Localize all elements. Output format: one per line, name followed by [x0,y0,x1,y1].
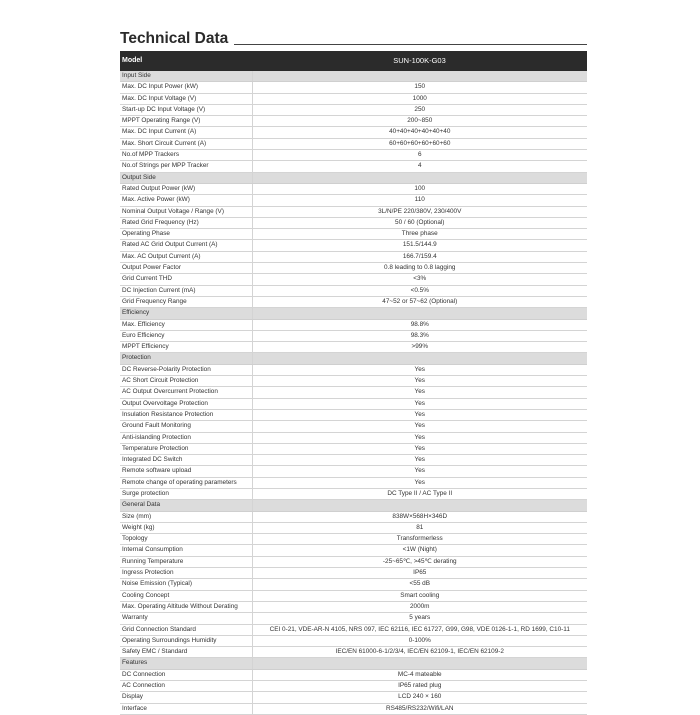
spec-value: Yes [252,455,587,466]
spec-value: 150 [252,82,587,93]
spec-label: Max. Operating Altitude Without Derating [120,601,252,612]
spec-label: Output Overvoltage Protection [120,398,252,409]
spec-label: Weight (kg) [120,522,252,533]
spec-label: DC Connection [120,669,252,680]
spec-value: <55 dB [252,579,587,590]
spec-label: Display [120,692,252,703]
spec-value: 60+60+60+60+60+60 [252,138,587,149]
spec-label: Operating Phase [120,229,252,240]
page-header [120,26,587,48]
spec-row [120,455,587,466]
spec-row [120,421,587,432]
spec-label: Output Power Factor [120,263,252,274]
spec-row [120,511,587,522]
spec-row [120,195,587,206]
spec-table [120,51,587,715]
spec-value: 838W×568H×346D [252,511,587,522]
spec-label: Operating Surroundings Humidity [120,635,252,646]
spec-value: DC Type II / AC Type II [252,488,587,499]
spec-label: Safety EMC / Standard [120,647,252,658]
spec-value: CEI 0-21, VDE-AR-N 4105, NRS 097, IEC 62116, IEC 61727, G99, G98, VDE 0126-1-1, RD 1699, C10-11 [252,624,587,635]
spec-label: Warranty [120,613,252,624]
spec-row [120,93,587,104]
spec-label: Nominal Output Voltage / Range (V) [120,206,252,217]
spec-value: Yes [252,421,587,432]
spec-row [120,319,587,330]
spec-label: Ground Fault Monitoring [120,421,252,432]
spec-row [120,342,587,353]
spec-row [120,477,587,488]
section-header [120,172,587,183]
spec-value: Yes [252,432,587,443]
spec-row [120,488,587,499]
section-spacer [252,172,587,183]
spec-label: Max. AC Output Current (A) [120,251,252,262]
spec-value: 47~52 or 57~62 (Optional) [252,296,587,307]
spec-value: 3L/N/PE 220/380V, 230/400V [252,206,587,217]
spec-value: Yes [252,466,587,477]
spec-label: DC Reverse-Polarity Protection [120,364,252,375]
spec-label: Remote software upload [120,466,252,477]
model-value: SUN-100K-G03 [252,51,587,71]
spec-label: Topology [120,534,252,545]
spec-value: 6 [252,150,587,161]
spec-row [120,466,587,477]
spec-row [120,579,587,590]
spec-value: 2000m [252,601,587,612]
spec-label: Rated AC Grid Output Current (A) [120,240,252,251]
section-title: Input Side [120,71,252,82]
spec-value: MC-4 mateable [252,669,587,680]
spec-value: 98.3% [252,330,587,341]
section-spacer [252,500,587,511]
spec-value: <0.5% [252,285,587,296]
spec-row [120,263,587,274]
page-title: Technical Data [120,30,229,47]
spec-label: Anti-islanding Protection [120,432,252,443]
spec-row [120,409,587,420]
spec-row [120,647,587,658]
spec-value: 98.8% [252,319,587,330]
title-rule [234,44,587,45]
spec-row [120,274,587,285]
spec-row [120,217,587,228]
spec-row [120,613,587,624]
spec-label: DC Injection Current (mA) [120,285,252,296]
spec-value: Transformerless [252,534,587,545]
spec-row [120,635,587,646]
spec-value: 151.5/144.9 [252,240,587,251]
section-spacer [252,658,587,669]
spec-value: <1W (Night) [252,545,587,556]
spec-row [120,534,587,545]
section-header [120,658,587,669]
spec-value: Yes [252,398,587,409]
section-title: General Data [120,500,252,511]
spec-value: 1000 [252,93,587,104]
spec-row [120,206,587,217]
spec-value: Yes [252,387,587,398]
spec-table-body [120,51,587,714]
spec-value: 100 [252,183,587,194]
spec-value: 4 [252,161,587,172]
spec-label: AC Short Circuit Protection [120,376,252,387]
spec-row [120,285,587,296]
section-title: Features [120,658,252,669]
spec-value: 0-100% [252,635,587,646]
spec-value: 250 [252,104,587,115]
section-title: Efficiency [120,308,252,319]
spec-value: Yes [252,409,587,420]
spec-row [120,251,587,262]
spec-row [120,296,587,307]
spec-row [120,364,587,375]
spec-label: Max. Active Power (kW) [120,195,252,206]
spec-row [120,161,587,172]
spec-row [120,138,587,149]
spec-label: Size (mm) [120,511,252,522]
spec-row [120,432,587,443]
spec-row [120,522,587,533]
spec-label: Temperature Protection [120,443,252,454]
spec-row [120,183,587,194]
section-header [120,71,587,82]
spec-value: >99% [252,342,587,353]
spec-label: Ingress Protection [120,568,252,579]
spec-label: MPPT Operating Range (V) [120,116,252,127]
spec-label: MPPT Efficiency [120,342,252,353]
spec-value: IEC/EN 61000-6-1/2/3/4, IEC/EN 62109-1, IEC/EN 62109-2 [252,647,587,658]
spec-row [120,568,587,579]
spec-row [120,398,587,409]
model-label: Model [120,51,252,71]
spec-value: <3% [252,274,587,285]
spec-row [120,240,587,251]
spec-label: Internal Consumption [120,545,252,556]
spec-row [120,104,587,115]
spec-value: -25~65℃, >45℃ derating [252,556,587,567]
spec-row [120,127,587,138]
spec-label: No.of MPP Trackers [120,150,252,161]
spec-value: LCD 240 × 160 [252,692,587,703]
spec-row [120,556,587,567]
spec-value: IP65 [252,568,587,579]
spec-label: Max. DC Input Power (kW) [120,82,252,93]
section-spacer [252,308,587,319]
spec-label: Remote change of operating parameters [120,477,252,488]
spec-row [120,601,587,612]
spec-value: Three phase [252,229,587,240]
spec-row [120,330,587,341]
spec-row [120,703,587,714]
spec-label: Rated Grid Frequency (Hz) [120,217,252,228]
spec-value: Smart cooling [252,590,587,601]
spec-label: Insulation Resistance Protection [120,409,252,420]
spec-row [120,545,587,556]
spec-row [120,692,587,703]
spec-label: Euro Efficiency [120,330,252,341]
spec-value: Yes [252,477,587,488]
spec-value: RS485/RS232/Wifi/LAN [252,703,587,714]
spec-label: Surge protection [120,488,252,499]
section-header [120,308,587,319]
spec-label: Integrated DC Switch [120,455,252,466]
spec-row [120,116,587,127]
spec-label: AC Output Overcurrent Protection [120,387,252,398]
spec-label: Start-up DC Input Voltage (V) [120,104,252,115]
model-row [120,51,587,71]
spec-label: AC Connection [120,681,252,692]
spec-value: 166.7/159.4 [252,251,587,262]
spec-value: Yes [252,443,587,454]
spec-label: Grid Frequency Range [120,296,252,307]
section-spacer [252,353,587,364]
spec-label: Interface [120,703,252,714]
spec-label: Rated Output Power (kW) [120,183,252,194]
section-title: Output Side [120,172,252,183]
spec-row [120,150,587,161]
spec-label: Max. DC Input Voltage (V) [120,93,252,104]
section-header [120,353,587,364]
spec-label: Max. Short Circuit Current (A) [120,138,252,149]
spec-row [120,82,587,93]
spec-label: Grid Connection Standard [120,624,252,635]
spec-row [120,624,587,635]
spec-label: No.of Strings per MPP Tracker [120,161,252,172]
spec-value: Yes [252,376,587,387]
spec-value: 40+40+40+40+40+40 [252,127,587,138]
spec-label: Cooling Concept [120,590,252,601]
spec-label: Grid Current THD [120,274,252,285]
spec-row [120,681,587,692]
spec-value: 200~850 [252,116,587,127]
spec-row [120,387,587,398]
spec-value: 81 [252,522,587,533]
section-title: Protection [120,353,252,364]
spec-value: 110 [252,195,587,206]
section-spacer [252,71,587,82]
spec-value: IP65 rated plug [252,681,587,692]
spec-value: Yes [252,364,587,375]
spec-row [120,376,587,387]
spec-value: 0.8 leading to 0.8 lagging [252,263,587,274]
spec-value: 50 / 60 (Optional) [252,217,587,228]
spec-label: Max. Efficiency [120,319,252,330]
section-header [120,500,587,511]
spec-row [120,229,587,240]
spec-label: Noise Emission (Typical) [120,579,252,590]
spec-row [120,590,587,601]
spec-row [120,669,587,680]
spec-label: Max. DC Input Current (A) [120,127,252,138]
spec-value: 5 years [252,613,587,624]
spec-label: Running Temperature [120,556,252,567]
spec-row [120,443,587,454]
